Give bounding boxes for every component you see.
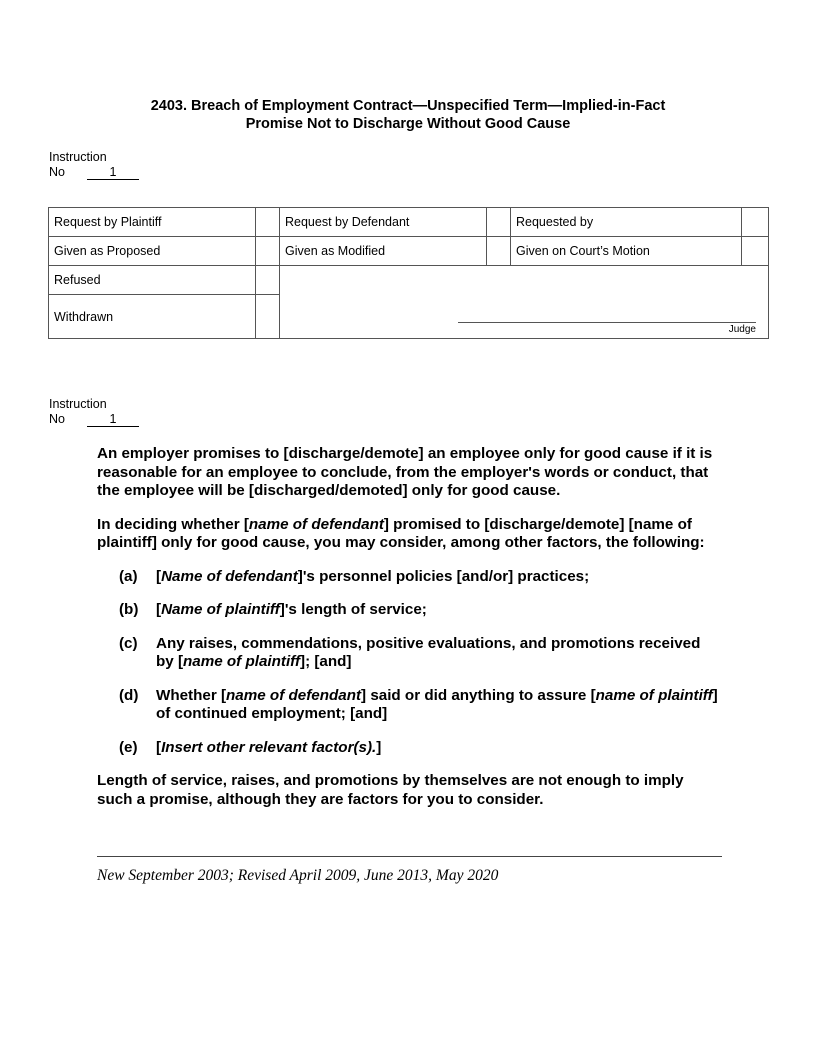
requested-by-checkbox[interactable]	[742, 208, 769, 237]
request-by-defendant-label: Request by Defendant	[280, 208, 487, 237]
factor-text: [Insert other relevant factor(s).]	[156, 738, 382, 756]
factor-item-a	[119, 568, 722, 587]
factor-item-d	[119, 687, 722, 724]
request-table	[48, 207, 769, 339]
requested-by-label: Requested by	[511, 208, 742, 237]
divider	[97, 856, 722, 857]
instruction-label: Instruction	[49, 150, 107, 164]
instruction-number-block-1	[49, 150, 139, 180]
given-on-courts-motion-label: Given on Court’s Motion	[511, 237, 742, 266]
given-on-courts-motion-checkbox[interactable]	[742, 237, 769, 266]
instruction-label: Instruction	[49, 397, 107, 411]
factor-item-e	[119, 739, 722, 758]
factor-label: (a)	[119, 567, 138, 585]
title-line-1: 2403. Breach of Employment Contract—Unspecified Term—Implied-in-Fact	[150, 98, 666, 114]
refused-label: Refused	[49, 266, 256, 295]
request-by-plaintiff-checkbox[interactable]	[256, 208, 280, 237]
instruction-no-label: No	[49, 165, 65, 179]
paragraph-factors-intro: In deciding whether [name of defendant] promised to [discharge/demote] [name of plaintiff] only for good cause, you may consider, among other factors, the following:	[97, 515, 705, 551]
judge-signature-line[interactable]	[458, 322, 756, 323]
instruction-no-label: No	[49, 412, 65, 426]
request-by-plaintiff-label: Request by Plaintiff	[49, 208, 256, 237]
factor-label: (c)	[119, 634, 138, 652]
instruction-number: 1	[87, 166, 139, 180]
factor-label: (e)	[119, 738, 138, 756]
factor-item-c	[119, 635, 722, 672]
factor-text: Any raises, commendations, positive evaluations, and promotions received by [name of plaintiff]; [and]	[156, 634, 701, 670]
refused-checkbox[interactable]	[256, 266, 280, 295]
withdrawn-label: Withdrawn	[49, 295, 256, 339]
factor-text: Whether [name of defendant] said or did anything to assure [name of plaintiff] of continued employment; [and]	[156, 686, 718, 722]
factor-item-b	[119, 601, 722, 620]
withdrawn-checkbox[interactable]	[256, 295, 280, 339]
title-line-2: Promise Not to Discharge Without Good Cause	[245, 116, 571, 132]
factor-text: [Name of defendant]'s personnel policies [and/or] practices;	[156, 567, 590, 585]
given-as-proposed-label: Given as Proposed	[49, 237, 256, 266]
paragraph-definition: An employer promises to [discharge/demote] an employee only for good cause if it is reasonable for an employee to conclude, from the employer's words or conduct, that the employee will be [discharged/demoted] only for good cause.	[97, 445, 713, 499]
revision-history: New September 2003; Revised April 2009, June 2013, May 2020	[97, 867, 499, 884]
given-as-proposed-checkbox[interactable]	[256, 237, 280, 266]
factor-label: (b)	[119, 601, 139, 618]
given-as-modified-checkbox[interactable]	[487, 237, 511, 266]
instruction-title	[0, 97, 816, 133]
judge-label: Judge	[728, 324, 756, 335]
factor-label: (d)	[119, 686, 139, 704]
instruction-number: 1	[87, 413, 139, 427]
instruction-number-block-2	[49, 397, 139, 427]
instruction-body	[97, 445, 722, 824]
factor-text: [Name of plaintiff]'s length of service;	[156, 601, 427, 618]
paragraph-limitation: Length of service, raises, and promotions by themselves are not enough to imply such a promise, although they are factors for you to consider.	[97, 772, 684, 808]
judge-signature-area	[280, 266, 769, 339]
request-by-defendant-checkbox[interactable]	[487, 208, 511, 237]
given-as-modified-label: Given as Modified	[280, 237, 487, 266]
